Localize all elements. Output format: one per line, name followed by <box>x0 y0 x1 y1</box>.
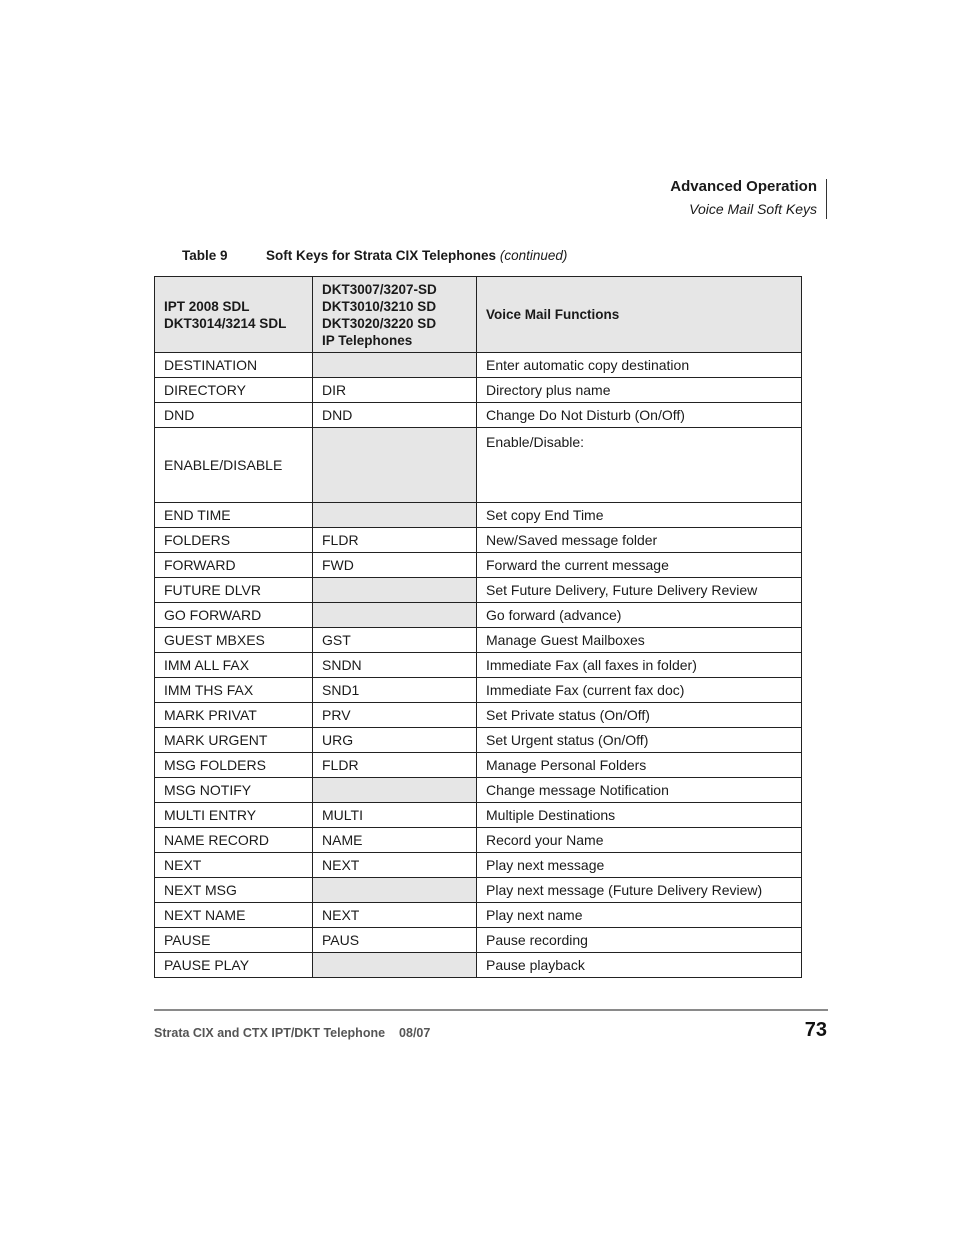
page-number: 73 <box>804 1019 827 1041</box>
table-header-row <box>155 277 802 353</box>
sd-key-cell: FLDR <box>313 528 477 553</box>
sdl-key-cell: GO FORWARD <box>155 603 313 628</box>
table-number: Table 9 <box>182 248 228 263</box>
function-cell: Go forward (advance) <box>477 603 802 628</box>
table-row <box>155 603 802 628</box>
sd-key-cell <box>313 778 477 803</box>
function-cell: Pause playback <box>477 953 802 978</box>
function-cell: Set copy End Time <box>477 503 802 528</box>
sdl-key-cell: MSG FOLDERS <box>155 753 313 778</box>
sdl-key-cell: FUTURE DLVR <box>155 578 313 603</box>
function-cell: Record your Name <box>477 828 802 853</box>
sdl-key-cell: DIRECTORY <box>155 378 313 403</box>
table-row <box>155 428 802 503</box>
sdl-key-cell: MARK URGENT <box>155 728 313 753</box>
sd-key-cell <box>313 878 477 903</box>
sd-key-cell: NEXT <box>313 853 477 878</box>
function-cell: Change Do Not Disturb (On/Off) <box>477 403 802 428</box>
table-row <box>155 728 802 753</box>
sd-key-cell <box>313 578 477 603</box>
table-caption <box>182 248 567 263</box>
function-cell: Directory plus name <box>477 378 802 403</box>
sdl-key-cell: FORWARD <box>155 553 313 578</box>
function-cell: Play next message <box>477 853 802 878</box>
table-row <box>155 353 802 378</box>
sd-key-cell: MULTI <box>313 803 477 828</box>
sd-key-cell: NAME <box>313 828 477 853</box>
table-row <box>155 878 802 903</box>
sd-key-cell: NEXT <box>313 903 477 928</box>
table-row <box>155 553 802 578</box>
sdl-key-cell: NEXT MSG <box>155 878 313 903</box>
table-row <box>155 928 802 953</box>
sdl-key-cell: END TIME <box>155 503 313 528</box>
sdl-key-cell: MSG NOTIFY <box>155 778 313 803</box>
sd-key-cell <box>313 353 477 378</box>
header-voice-mail-functions: Voice Mail Functions <box>477 277 802 353</box>
function-cell: Set Urgent status (On/Off) <box>477 728 802 753</box>
table-row <box>155 778 802 803</box>
sd-key-cell: FLDR <box>313 753 477 778</box>
sdl-key-cell: NEXT NAME <box>155 903 313 928</box>
table-row <box>155 903 802 928</box>
sdl-key-cell: DESTINATION <box>155 353 313 378</box>
sd-key-cell: SND1 <box>313 678 477 703</box>
sdl-key-cell: ENABLE/DISABLE <box>155 428 313 503</box>
sdl-key-cell: NAME RECORD <box>155 828 313 853</box>
header-rule <box>826 179 827 219</box>
footer-rule <box>154 1009 828 1011</box>
footer-date: 08/07 <box>399 1026 431 1040</box>
table-row <box>155 803 802 828</box>
sdl-key-cell: GUEST MBXES <box>155 628 313 653</box>
section-title: Advanced Operation <box>670 178 817 195</box>
sdl-key-cell: PAUSE <box>155 928 313 953</box>
sdl-key-cell: MULTI ENTRY <box>155 803 313 828</box>
function-cell: Enable/Disable: <box>477 428 802 503</box>
function-cell: Set Private status (On/Off) <box>477 703 802 728</box>
function-cell: Manage Personal Folders <box>477 753 802 778</box>
header-sdl-models: IPT 2008 SDL DKT3014/3214 SDL <box>155 277 313 353</box>
function-cell: Immediate Fax (current fax doc) <box>477 678 802 703</box>
function-cell: Forward the current message <box>477 553 802 578</box>
table-row <box>155 828 802 853</box>
sdl-key-cell: IMM ALL FAX <box>155 653 313 678</box>
table-row <box>155 753 802 778</box>
table-row <box>155 653 802 678</box>
sd-key-cell <box>313 428 477 503</box>
table-row <box>155 628 802 653</box>
table-row <box>155 528 802 553</box>
sd-key-cell <box>313 503 477 528</box>
sdl-key-cell: FOLDERS <box>155 528 313 553</box>
function-cell: Play next name <box>477 903 802 928</box>
function-cell: Manage Guest Mailboxes <box>477 628 802 653</box>
sd-key-cell: SNDN <box>313 653 477 678</box>
sdl-key-cell: DND <box>155 403 313 428</box>
footer-title: Strata CIX and CTX IPT/DKT Telephone <box>154 1026 386 1040</box>
function-cell: Enter automatic copy destination <box>477 353 802 378</box>
sdl-key-cell: IMM THS FAX <box>155 678 313 703</box>
table-row <box>155 578 802 603</box>
running-header <box>670 178 817 218</box>
table-row <box>155 678 802 703</box>
table-row <box>155 853 802 878</box>
function-cell: New/Saved message folder <box>477 528 802 553</box>
sd-key-cell: DIR <box>313 378 477 403</box>
sd-key-cell: GST <box>313 628 477 653</box>
sd-key-cell: DND <box>313 403 477 428</box>
table-title: Soft Keys for Strata CIX Telephones <box>266 248 497 263</box>
table-row <box>155 503 802 528</box>
sd-key-cell <box>313 953 477 978</box>
function-cell: Change message Notification <box>477 778 802 803</box>
sd-key-cell: PAUS <box>313 928 477 953</box>
table-row <box>155 953 802 978</box>
sd-key-cell: PRV <box>313 703 477 728</box>
sdl-key-cell: PAUSE PLAY <box>155 953 313 978</box>
soft-keys-table <box>154 276 802 978</box>
section-subtitle: Voice Mail Soft Keys <box>689 201 817 217</box>
table-row <box>155 378 802 403</box>
header-sd-models: DKT3007/3207-SD DKT3010/3210 SD DKT3020/3220 SD IP Telephones <box>313 277 477 353</box>
function-cell: Multiple Destinations <box>477 803 802 828</box>
footer-text <box>154 1026 430 1040</box>
sd-key-cell: FWD <box>313 553 477 578</box>
sd-key-cell: URG <box>313 728 477 753</box>
function-cell: Play next message (Future Delivery Review) <box>477 878 802 903</box>
table-row <box>155 703 802 728</box>
function-cell: Pause recording <box>477 928 802 953</box>
sdl-key-cell: MARK PRIVAT <box>155 703 313 728</box>
table-row <box>155 403 802 428</box>
function-cell: Immediate Fax (all faxes in folder) <box>477 653 802 678</box>
sdl-key-cell: NEXT <box>155 853 313 878</box>
function-cell: Set Future Delivery, Future Delivery Review <box>477 578 802 603</box>
sd-key-cell <box>313 603 477 628</box>
table-continued: (continued) <box>499 248 568 263</box>
